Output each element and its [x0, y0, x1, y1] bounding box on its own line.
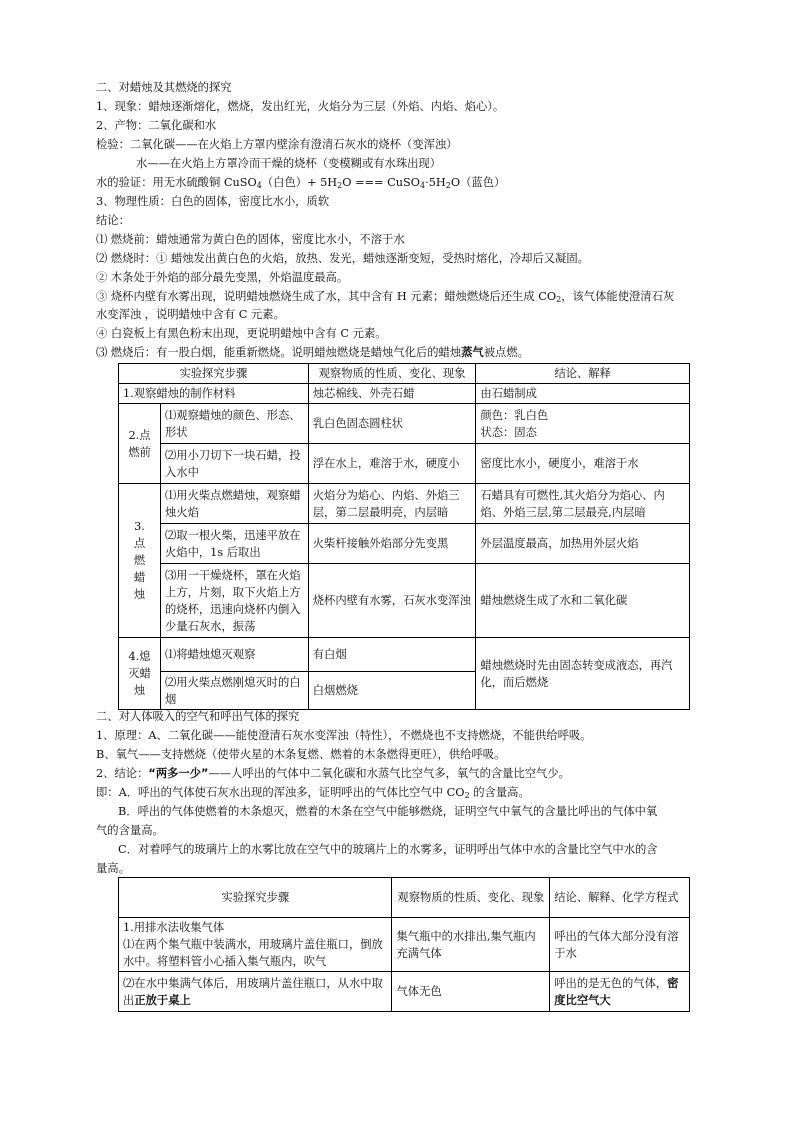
co2-test-line: 检验：二氧化碳——在火焰上方罩内壁涂有澄清石灰水的烧杯（变浑浊）: [96, 138, 458, 151]
section1-heading: 二、对蜡烛及其燃烧的探究: [96, 81, 232, 94]
candle-experiment-table: [118, 363, 690, 710]
conclusion-stick: ② 木条处于外焰的部分最先变黑，外焰温度最高。: [96, 271, 349, 284]
table2-obs-1: 集气瓶中的水排出,集气瓶内充满气体: [392, 918, 550, 972]
table1-light-obs-3: 烧杯内壁有水雾，石灰水变浑浊: [308, 564, 476, 638]
table1-header-observation: 观察物质的性质、变化、现象: [308, 364, 476, 384]
table1-light-step-1: ⑴用火柴点燃蜡烛，观察蜡烛火焰: [160, 484, 308, 524]
table1-light-concl-3: 蜡烛燃烧生成了水和二氧化碳: [476, 564, 690, 638]
table1-light-step-2: ⑵取一根火柴，迅速平放在火焰中，1s 后取出: [160, 524, 308, 564]
water-verify-line: 水的验证：用无水硫酸铜 CuSO$_4$（白色）+ $5H_2O$ === $CuSO_4\cdot 5H_2O$（蓝色）: [96, 176, 506, 190]
table1-out-step-1: ⑴将蜡烛熄灭观察: [160, 638, 308, 672]
table1-out-concl: 蜡烛燃烧时先由固态转变成液态，再汽化，而后燃烧: [476, 638, 690, 710]
section2-heading: 二、对人体吸入的空气和呼出气体的探究: [96, 710, 300, 723]
table1-light-concl-2: 外层温度最高，加热用外层火焰: [476, 524, 690, 564]
products-line: 2、产物：二氧化碳和水: [96, 119, 217, 132]
breath-experiment-table: [118, 877, 690, 1012]
table1-light-obs-1: 火焰分为焰心、内焰、外焰三层，第二层最明亮，内层暗: [308, 484, 476, 524]
table1-group-light: 3.点燃蜡烛: [119, 484, 161, 638]
table1-before-step-1: ⑴观察蜡烛的颜色、形态、形状: [160, 404, 308, 444]
table1-group-before: 2.点燃前: [119, 404, 161, 484]
table2-header-step: 实验探究步骤: [119, 878, 392, 918]
conclusion-after: ⑶ 燃烧后：有一股白烟，能重新燃烧。说明蜡烛燃烧是蜡烛气化后的蜡烛蒸气被点燃。: [96, 346, 529, 359]
conclusion-c-line: C．对着呼气的玻璃片上的水雾比放在空气中的玻璃片上的水雾多，证明呼出气体中水的含量比空气中水的含: [118, 843, 658, 856]
table1-material-step: 1.观察蜡烛的制作材料: [119, 384, 309, 404]
table1-before-concl-2: 密度比水小，硬度小，难溶于水: [476, 444, 690, 484]
table1-before-step-2: ⑵用小刀切下一块石蜡，投入水中: [160, 444, 308, 484]
table1-out-obs-2: 白烟燃烧: [308, 672, 476, 710]
table1-out-step-2: ⑵用火柴点燃刚熄灭时的白烟: [160, 672, 308, 710]
phenomenon-line: 1、现象：蜡烛逐渐熔化，燃烧，发出红光，火焰分为三层（外焰、内焰、焰心）。: [96, 100, 505, 113]
conclusion-b-cont: 气的含量高。: [96, 824, 164, 837]
conclusion-c-cont: 量高。: [96, 862, 130, 875]
conclusion-label: 结论：: [96, 214, 130, 227]
table1-light-concl-1: 石蜡具有可燃性,其火焰分为焰心、内焰、外焰三层,第二层最亮,内层暗: [476, 484, 690, 524]
conclusion-b-line: B．呼出的气体使燃着的木条熄灭，燃着的木条在空气中能够燃烧，证明空气中氧气的含量比呼出的气体中氧: [118, 805, 658, 818]
table1-before-obs-1: 乳白色固态圆柱状: [308, 404, 476, 444]
conclusion-during: ⑵ 燃烧时：① 蜡烛发出黄白色的火焰，放热、发光，蜡烛逐渐变短，受热时熔化，冷却后又凝固。: [96, 252, 589, 265]
table1-out-obs-1: 有白烟: [308, 638, 476, 672]
conclusion-water: ③ 烧杯内壁有水雾出现，说明蜡烛燃烧生成了水，其中含有 H 元素；蜡烛燃烧后还生成 $CO_2$，该气体能使澄清石灰: [96, 290, 675, 304]
table1-material-obs: 烛芯棉线、外壳石蜡: [308, 384, 476, 404]
conclusion-water-cont: 水变浑浊 ，说明蜡烛中含有 C 元素。: [96, 308, 285, 321]
section2-conclusion: 2、结论：“两多一少”——人呼出的气体中二氧化碳和水蒸气比空气多，氧气的含量比空气少。: [96, 767, 570, 780]
table1-before-obs-2: 浮在水上，难溶于水，硬度小: [308, 444, 476, 484]
table1-light-obs-2: 火柴杆接触外焰部分先变黑: [308, 524, 476, 564]
table2-concl-1: 呼出的气体大部分没有溶于水: [550, 918, 690, 972]
table2-header-conclusion: 结论、解释、化学方程式: [550, 878, 690, 918]
table2-concl-2: 呼出的是无色的气体，密度比空气大: [550, 972, 690, 1012]
conclusion-carbon: ④ 白瓷板上有黑色粉末出现，更说明蜡烛中含有 C 元素。: [96, 327, 387, 340]
table2-step-1: 1.用排水法收集气体 ⑴在两个集气瓶中装满水，用玻璃片盖住瓶口，倒放水中。将塑料管小心插入集气瓶内，吹气: [119, 918, 392, 972]
table1-light-step-3: ⑶用一干燥烧杯，罩在火焰上方，片刻，取下火焰上方的烧杯，迅速向烧杯内倒入少量石灰水，振荡: [160, 564, 308, 638]
table1-group-out: 4.熄灭蜡烛: [119, 638, 161, 710]
table2-header-observation: 观察物质的性质、变化、现象: [392, 878, 550, 918]
table1-before-concl-1: 颜色：乳白色 状态：固态: [476, 404, 690, 444]
principle-b-line: B、氧气——支持燃烧（使带火星的木条复燃、燃着的木条燃得更旺），供给呼吸。: [96, 748, 506, 761]
table1-header-conclusion: 结论、解释: [476, 364, 690, 384]
table2-step-2: ⑵在水中集满气体后，用玻璃片盖住瓶口，从水中取出正放于桌上: [119, 972, 392, 1012]
table1-header-step: 实验探究步骤: [119, 364, 309, 384]
table1-material-concl: 由石蜡制成: [476, 384, 690, 404]
table2-obs-2: 气体无色: [392, 972, 550, 1012]
water-test-line: 水——在火焰上方罩冷而干燥的烧杯（变模糊或有水珠出现）: [136, 157, 442, 170]
principle-a-line: 1、原理：A、二氧化碳——能使澄清石灰水变浑浊（特性），不燃烧也不支持燃烧，不能供给呼吸。: [96, 729, 592, 742]
conclusion-before: ⑴ 燃烧前：蜡烛通常为黄白色的固体，密度比水小，不溶于水: [96, 233, 405, 246]
physical-property-line: 3、物理性质：白色的固体，密度比水小，质软: [96, 195, 330, 208]
conclusion-a-line: 即：A．呼出的气体使石灰水出现的浑浊多，证明呼出的气体比空气中 $CO_2$ 的含量高。: [96, 786, 530, 800]
